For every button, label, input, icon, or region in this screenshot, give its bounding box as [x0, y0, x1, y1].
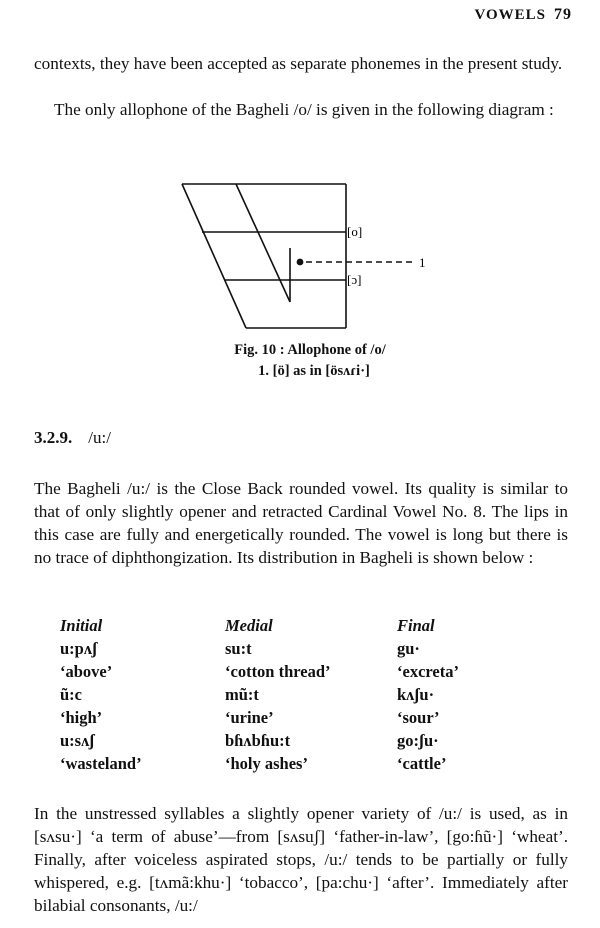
table-cell: u:pʌʃ	[60, 639, 98, 658]
section-number: 3.2.9.	[34, 428, 73, 447]
label-open-mid-open-o: [ɔ]	[347, 272, 362, 287]
table-cell: bɦʌbɦu:t	[225, 731, 291, 750]
section-title: /u:/	[88, 428, 111, 447]
paragraph-diagram-lead: The only allophone of the Bagheli /o/ is given in the following diagram :	[54, 100, 554, 119]
paragraph-unstressed: In the unstressed syllables a slightly opener variety of /u:/ is used, as in [sʌsu·] ‘a term of abuse’—from [sʌsuʃ] ‘father-in-law’, [go:ɦũ·] ‘wheat’. Finally, after voiceless aspirated stops, /u:/ tends to be partially or fully whispered, e.g. [tʌmã:khu·] ‘tobacco’, [pa:chu·] ‘after’. Immediately after bilabial consonants, /u:/	[34, 804, 568, 915]
distribution-table	[60, 616, 517, 777]
table-cell: kʌʃu·	[397, 685, 435, 704]
page-number: 79	[554, 6, 572, 23]
paragraph-u-description: The Bagheli /u:/ is the Close Back rounded vowel. Its quality is similar to that of only slightly opener and retracted Cardinal Vowel No. 8. The lips in this case are fully and energetically rounded. The vowel is long but there is no trace of diphthongization. Its distribution in Bagheli is shown below :	[34, 479, 568, 567]
table-cell: go:ʃu·	[397, 731, 439, 750]
table-cell: ‘sour’	[397, 708, 440, 727]
table-cell: gu·	[397, 639, 420, 658]
paragraph-intro: contexts, they have been accepted as separate phonemes in the present study.	[34, 54, 563, 73]
vowel-quadrilateral-figure	[170, 174, 440, 334]
running-header	[474, 6, 572, 24]
table-row	[60, 639, 517, 662]
table-cell: ‘holy ashes’	[225, 754, 308, 773]
quad-central-line	[236, 184, 290, 302]
table-header-row	[60, 616, 517, 639]
table-row	[60, 685, 517, 708]
label-close-mid-o: [o]	[347, 224, 363, 239]
section-heading	[34, 428, 111, 448]
header-final: Final	[397, 616, 435, 635]
table-cell: mũ:t	[225, 685, 259, 704]
pointer-number: 1	[419, 255, 426, 270]
header-initial: Initial	[60, 616, 103, 635]
quad-left-edge	[182, 184, 246, 328]
table-cell: ‘urine’	[225, 708, 274, 727]
table-cell: su:t	[225, 639, 252, 658]
figure-caption: Fig. 10 : Allophone of /o/	[234, 342, 386, 358]
figure-caption-item: 1. [ö] as in [ösʌɾi·]	[258, 363, 370, 379]
table-row	[60, 662, 517, 685]
table-cell: u:sʌʃ	[60, 731, 95, 750]
table-cell: ‘high’	[60, 708, 103, 727]
table-cell: ‘above’	[60, 662, 113, 681]
allophone-point	[297, 259, 304, 266]
table-cell: ‘wasteland’	[60, 754, 142, 773]
table-row	[60, 731, 517, 754]
table-cell: ‘cattle’	[397, 754, 447, 773]
table-cell: ũ:c	[60, 685, 82, 704]
table-row	[60, 754, 517, 777]
table-row	[60, 708, 517, 731]
table-cell: ‘cotton thread’	[225, 662, 331, 681]
table-cell: ‘excreta’	[397, 662, 459, 681]
header-medial: Medial	[225, 616, 273, 635]
header-title: VOWELS	[474, 7, 546, 23]
